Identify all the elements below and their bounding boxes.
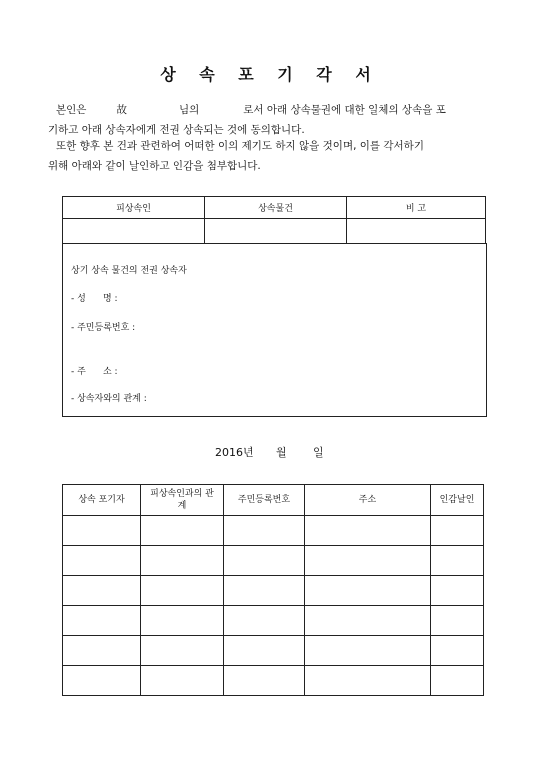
pledge-line-1: 또한 향후 본 건과 관련하여 어떠한 이의 제기도 하지 않을 것이며, 이를 각서하기 bbox=[56, 140, 424, 152]
col-resident-number: 주민등록번호 bbox=[224, 485, 305, 516]
cell[interactable] bbox=[431, 606, 484, 636]
waiver-table-row bbox=[63, 516, 484, 546]
cell[interactable] bbox=[305, 666, 431, 696]
waiver-table-row bbox=[63, 576, 484, 606]
col-estate-item: 상속물건 bbox=[205, 197, 347, 219]
pledge-paragraph bbox=[48, 136, 496, 176]
cell[interactable] bbox=[141, 606, 224, 636]
cell[interactable] bbox=[224, 666, 305, 696]
cell[interactable] bbox=[431, 516, 484, 546]
heir-relation-label: - 상속자와의 관계 : bbox=[71, 394, 147, 404]
waiver-table bbox=[62, 484, 484, 696]
date-year: 2016년 bbox=[215, 446, 254, 459]
cell[interactable] bbox=[431, 636, 484, 666]
estate-table-row bbox=[63, 219, 486, 244]
waiver-table-row bbox=[63, 666, 484, 696]
cell[interactable] bbox=[305, 576, 431, 606]
cell[interactable] bbox=[224, 546, 305, 576]
waiver-table-row bbox=[63, 546, 484, 576]
cell[interactable] bbox=[63, 546, 141, 576]
cell[interactable] bbox=[63, 516, 141, 546]
cell[interactable] bbox=[431, 546, 484, 576]
heir-name-label: - 성 명 : bbox=[71, 294, 118, 304]
cell[interactable] bbox=[305, 606, 431, 636]
cell[interactable] bbox=[141, 546, 224, 576]
waiver-table-header bbox=[63, 485, 484, 516]
document-title: 상 속 포 기 각 서 bbox=[160, 65, 380, 84]
intro-paragraph bbox=[48, 100, 496, 140]
intro-line-1 bbox=[56, 100, 496, 120]
heir-heading: 상기 상속 물건의 전권 상속자 bbox=[71, 266, 187, 276]
cell[interactable] bbox=[63, 606, 141, 636]
col-relation: 피상속인과의 관계 bbox=[141, 485, 224, 516]
cell[interactable] bbox=[305, 516, 431, 546]
estate-table-header bbox=[63, 197, 486, 219]
cell[interactable] bbox=[305, 546, 431, 576]
cell-estate-item[interactable] bbox=[205, 219, 347, 244]
cell[interactable] bbox=[224, 576, 305, 606]
heir-address-label: - 주 소 : bbox=[71, 367, 118, 377]
col-remarks: 비 고 bbox=[347, 197, 486, 219]
waiver-table-row bbox=[63, 636, 484, 666]
date-day: 일 bbox=[313, 446, 324, 459]
waiver-table-row bbox=[63, 606, 484, 636]
cell[interactable] bbox=[141, 576, 224, 606]
cell[interactable] bbox=[431, 666, 484, 696]
cell[interactable] bbox=[305, 636, 431, 666]
cell[interactable] bbox=[224, 516, 305, 546]
pledge-line-2: 위해 아래와 같이 날인하고 인감을 첨부합니다. bbox=[48, 160, 261, 172]
intro-deceased-suffix: 님의 bbox=[178, 104, 200, 116]
cell[interactable] bbox=[141, 636, 224, 666]
cell[interactable] bbox=[224, 606, 305, 636]
heir-id-label: - 주민등록번호 : bbox=[71, 323, 136, 333]
cell[interactable] bbox=[431, 576, 484, 606]
intro-statement: 로서 아래 상속물권에 대한 일체의 상속을 포 bbox=[243, 104, 446, 116]
cell[interactable] bbox=[63, 576, 141, 606]
intro-deceased-mark: 故 bbox=[116, 104, 127, 116]
cell[interactable] bbox=[63, 666, 141, 696]
col-decedent: 피상속인 bbox=[63, 197, 205, 219]
intro-line-2: 기하고 아래 상속자에게 전권 상속되는 것에 동의합니다. bbox=[48, 124, 305, 136]
estate-table bbox=[62, 196, 486, 244]
date-month: 월 bbox=[276, 446, 287, 459]
col-address: 주소 bbox=[305, 485, 431, 516]
col-waiver-person: 상속 포기자 bbox=[63, 485, 141, 516]
cell[interactable] bbox=[224, 636, 305, 666]
col-seal: 인감날인 bbox=[431, 485, 484, 516]
cell[interactable] bbox=[63, 636, 141, 666]
cell[interactable] bbox=[141, 516, 224, 546]
intro-self: 본인은 bbox=[56, 104, 87, 116]
cell[interactable] bbox=[141, 666, 224, 696]
cell-decedent[interactable] bbox=[63, 219, 205, 244]
cell-remarks[interactable] bbox=[347, 219, 486, 244]
heir-info-box bbox=[62, 243, 487, 417]
